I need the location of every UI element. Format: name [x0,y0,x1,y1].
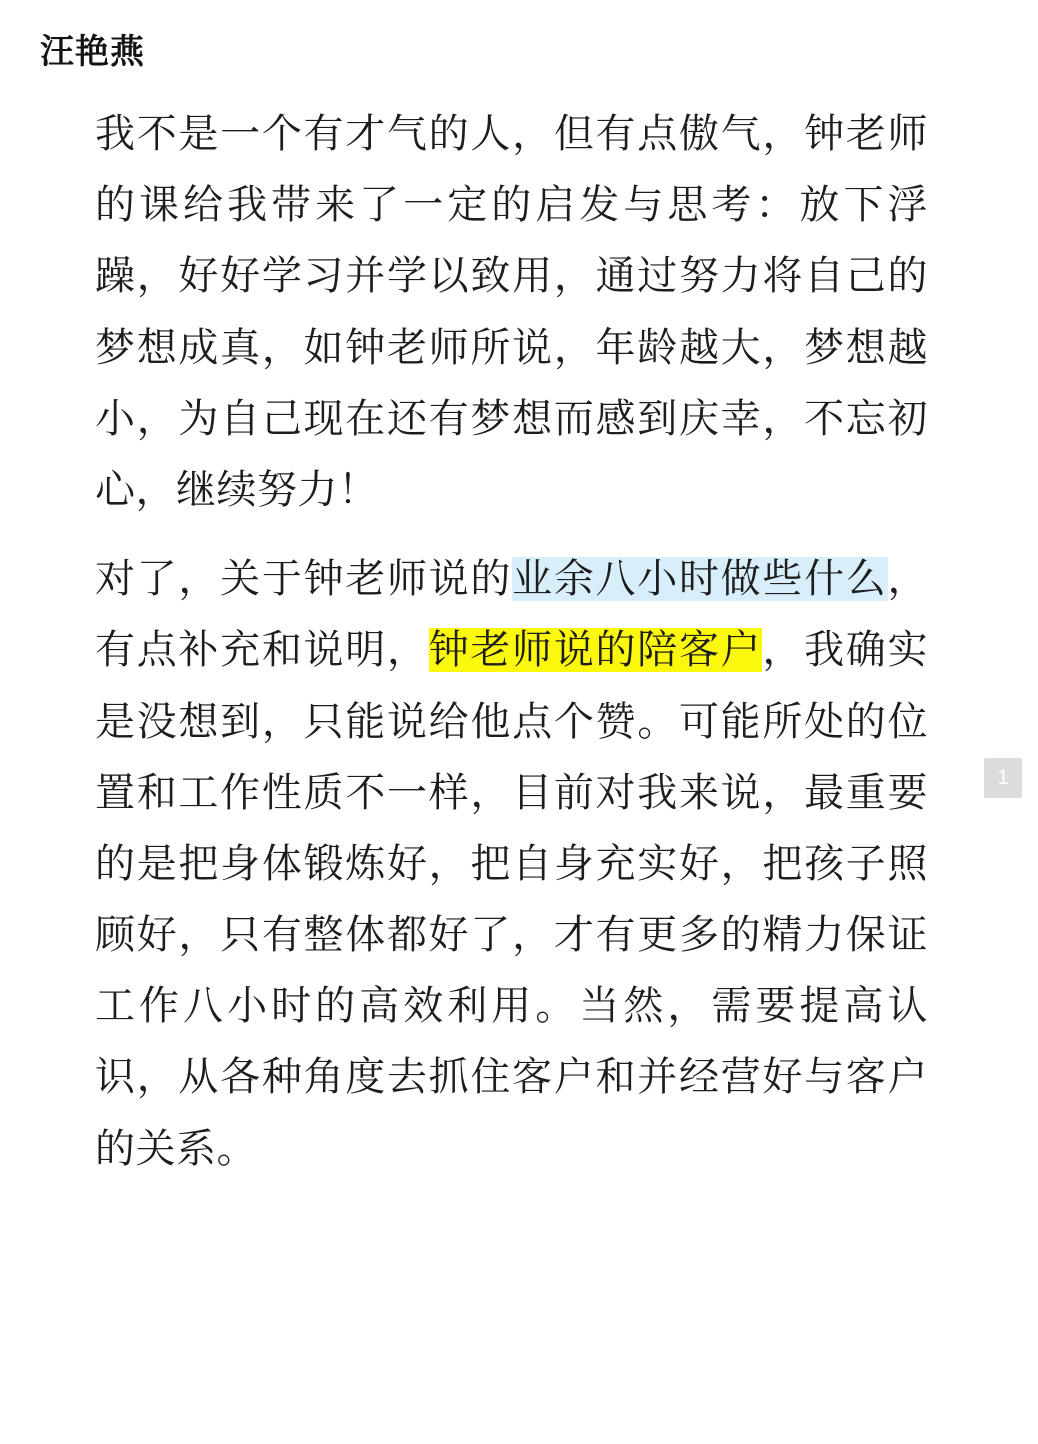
text-segment: ，有点补充和说明， [95,557,929,673]
highlight-yellow-segment[interactable]: 钟老师说的陪客户 [428,628,763,673]
paragraph-1 [95,99,928,526]
text-segment: ，我确实是没想到，只能说给他点个赞。可能所处的位置和工作性质不一样，目前对我来说，最重要的是把身体锻炼好，把自身充实好，把孩子照顾好，只有整体都好了，才有更多的精力保证工作八小时的高效利用。当然，需要提高认识，从各种角度去抓住客户和并经营好与客户的关系。 [95,628,929,1171]
text-segment: 我不是一个有才气的人，但有点傲气，钟老师的课给我带来了一定的启发与思考：放下浮躁，好好学习并学以致用，通过努力将自己的梦想成真，如钟老师所说，年龄越大，梦想越小，为自己现在还有梦想而感到庆幸，不忘初心，继续努力！ [95,112,928,512]
highlight-blue-segment[interactable]: 业余八小时做些什么 [512,557,888,602]
paragraph-2 [95,544,928,1185]
article-body [40,99,998,1185]
author-name: 汪艳燕 [40,33,145,71]
text-segment: 对了，关于钟老师说的 [95,557,513,602]
annotation-count-badge[interactable]: 1 [984,758,1022,798]
